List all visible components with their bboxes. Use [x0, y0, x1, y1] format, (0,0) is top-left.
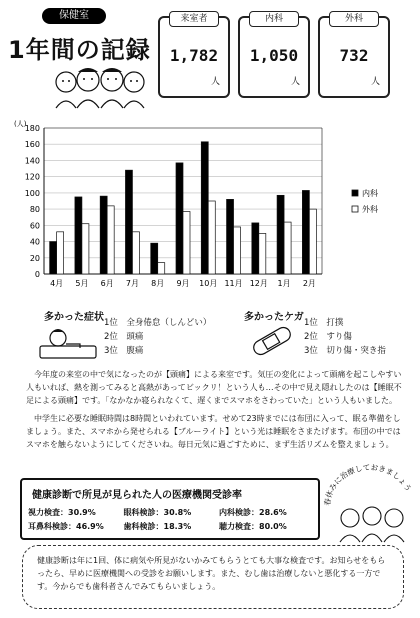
legend-swatch-内科: [352, 190, 358, 196]
x-tick-4月: 4月: [50, 279, 64, 288]
health-check-title: 健康診断で所見が見られた人の医療機関受診率: [32, 490, 242, 501]
sleep-paragraph: 中学生に必要な睡眠時間は8時間といわれています。せめて23時までには布団に入って、眠る準備をしましょう。また、スマホから発せられる【ブルーライト】という光は睡眠をさまたげます。布団の中ではスマホを触らないようにしてくださいね。毎日元気に過ごすために、まず生活リズムを整えましょう。: [26, 414, 401, 449]
visitors-label: 来室者: [169, 11, 219, 27]
x-tick-12月: 12月: [249, 279, 268, 288]
bar-8月-内科: [151, 243, 158, 274]
y-tick-100: 100: [24, 188, 40, 198]
bar-6月-外科: [107, 206, 114, 274]
injury-rank-2: 2位 すり傷: [304, 332, 352, 342]
bar-7月-外科: [132, 232, 139, 274]
rate-ent: 耳鼻科検診：46.9%: [28, 522, 104, 531]
y-tick-180: 180: [24, 124, 40, 133]
bar-10月-外科: [208, 201, 215, 274]
students-illustration: [50, 60, 150, 110]
bar-11月-外科: [234, 227, 241, 274]
x-tick-11月: 11月: [224, 279, 243, 288]
surgical-value: 732: [339, 46, 369, 65]
legend-swatch-外科: [352, 206, 358, 212]
bubble-text: 健康診断は年に1回、体に病気や所見がないかみてもらうとても大事な検査です。お知らせをもらったら、早めに医療機関への受診をお願いします。また、むし歯は治療しないと悪化する一方です。今からでも歯科者さんでみてもらいましょう。: [37, 556, 386, 591]
bar-2月-内科: [302, 190, 309, 274]
rate-ophthalmology: 眼科検診：30.8%: [123, 508, 192, 517]
symptom-rank-1: 1位 全身倦怠（しんどい）: [104, 318, 212, 328]
bar-9月-外科: [183, 212, 190, 274]
bar-12月-内科: [252, 223, 259, 274]
injuries-title: 多かったケガ: [244, 312, 304, 323]
bar-4月-内科: [50, 242, 57, 274]
bar-10月-内科: [201, 142, 208, 274]
page-title: 1年間の記録: [8, 36, 151, 64]
health-check-rates: [28, 506, 314, 534]
monthly-visits-chart: [0, 118, 420, 296]
y-tick-80: 80: [29, 205, 40, 215]
x-tick-1月: 1月: [277, 279, 291, 288]
bar-1月-内科: [277, 195, 284, 274]
bar-7月-内科: [125, 170, 132, 274]
rate-vision: 視力検査：30.9%: [28, 508, 96, 517]
injury-rank-1: 1位 打撲: [304, 318, 344, 328]
visitors-unit: 人: [210, 77, 220, 87]
rate-hearing: 聴力検査：80.0%: [219, 522, 287, 531]
spring-break-illustration: [322, 462, 416, 546]
bar-8月-外科: [158, 263, 165, 274]
health-check-box: [20, 478, 320, 540]
bar-5月-内科: [75, 197, 82, 274]
surgical-stat: [318, 16, 390, 98]
symptom-rank-2: 2位 頭痛: [104, 332, 144, 342]
bar-1月-外科: [284, 222, 291, 274]
bar-2月-外科: [309, 209, 316, 274]
injury-rank-3: 3位 切り傷・突き指: [304, 346, 386, 356]
x-tick-2月: 2月: [302, 279, 316, 288]
symptom-rank-3: 3位 腹痛: [104, 346, 144, 356]
sick-student-icon: [36, 322, 100, 362]
bar-12月-外科: [259, 233, 266, 274]
x-tick-10月: 10月: [199, 279, 218, 288]
bandage-icon: [244, 322, 300, 362]
nurse-office-badge: 保健室: [42, 8, 106, 24]
x-tick-5月: 5月: [75, 279, 89, 288]
y-tick-120: 120: [24, 172, 40, 182]
internal-label: 内科: [249, 11, 299, 27]
surgical-label: 外科: [329, 11, 379, 27]
corner-arc-text: 春休みに治療しておきましょう: [322, 462, 414, 507]
dental-reminder-bubble: [22, 545, 404, 609]
y-tick-140: 140: [24, 156, 40, 166]
y-unit-label: (人): [14, 120, 27, 128]
bar-6月-内科: [100, 196, 107, 274]
legend-label-外科: 外科: [362, 205, 378, 214]
surgical-unit: 人: [370, 77, 380, 87]
bar-4月-外科: [57, 232, 64, 274]
symptoms-title: 多かった症状: [44, 312, 104, 323]
internal-stat: [238, 16, 310, 98]
visitors-value: 1,782: [169, 46, 219, 65]
y-tick-160: 160: [24, 140, 40, 150]
visitors-stat: [158, 16, 230, 98]
internal-unit: 人: [290, 77, 300, 87]
x-tick-7月: 7月: [125, 279, 140, 288]
y-tick-60: 60: [29, 221, 40, 231]
y-tick-20: 20: [29, 253, 40, 263]
bar-9月-内科: [176, 163, 183, 274]
y-tick-0: 0: [34, 270, 40, 279]
legend-label-内科: 内科: [362, 189, 378, 198]
rate-dental: 歯科検診：18.3%: [123, 522, 192, 531]
headache-paragraph: 今年度の来室の中で気になったのが【頭痛】による来室です。気圧の変化によって頭痛を起こしやすい人もいれば、熱を測ってみると高熱があってビックリ！という人も…その中で見え隠れしたのは【睡眠不足による頭痛】です。「なかなか寝られなくて、遅くまでスマホをさわっていた」という人もいました。: [26, 370, 402, 405]
internal-value: 1,050: [249, 46, 299, 65]
y-tick-40: 40: [29, 237, 40, 247]
x-tick-8月: 8月: [151, 279, 165, 288]
bar-5月-外科: [82, 224, 89, 274]
rate-internal: 内科検診：28.6%: [219, 508, 287, 517]
x-tick-6月: 6月: [100, 279, 114, 288]
x-tick-9月: 9月: [176, 279, 190, 288]
bar-11月-内科: [227, 199, 234, 274]
